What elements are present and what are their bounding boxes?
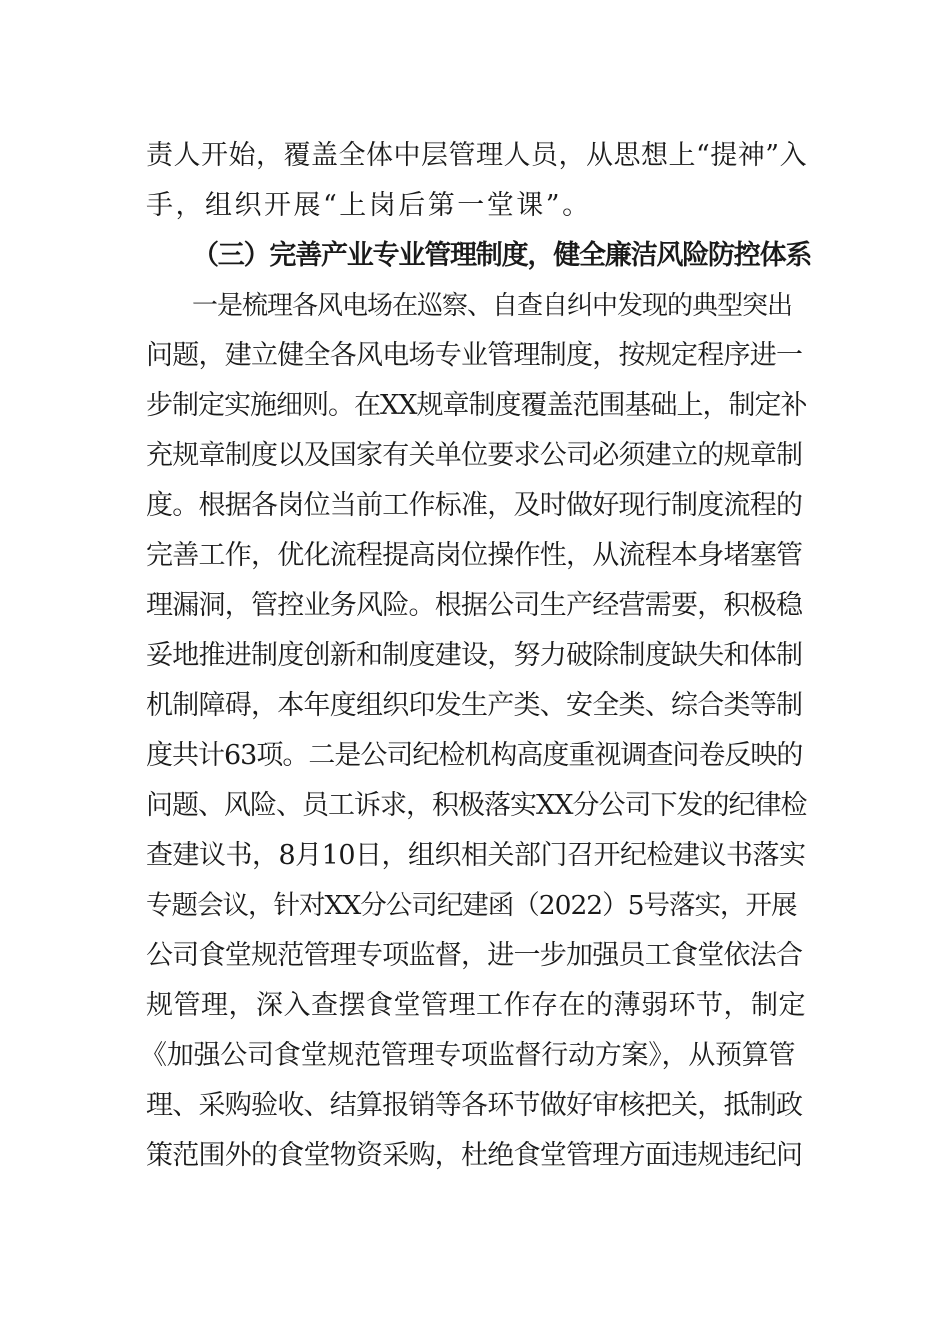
paragraph-line: 责人开始，覆盖全体中层管理人员，从思想上“提神”入 xyxy=(146,140,808,171)
paragraph-line: 妥地推进制度创新和制度建设，努力破除制度缺失和体制 xyxy=(146,640,803,671)
paragraph-line: 专题会议，针对XX分公司纪建函（2022）5号落实，开展 xyxy=(146,890,797,921)
paragraph-line: 规管理，深入查摆食堂管理工作存在的薄弱环节，制定 xyxy=(146,990,806,1021)
paragraph-line: 一是梳理各风电场在巡察、自查自纠中发现的典型突出 xyxy=(192,291,793,321)
paragraph-line: 问题，建立健全各风电场专业管理制度，按规定程序进一 xyxy=(146,340,803,371)
paragraph-line: 查建议书，8月10日，组织相关部门召开纪检建议书落实 xyxy=(146,840,806,871)
paragraph-line: 《加强公司食堂规范管理专项监督行动方案》，从预算管 xyxy=(140,1040,796,1071)
paragraph-line: 策范围外的食堂物资采购，杜绝食堂管理方面违规违纪问 xyxy=(146,1140,803,1171)
paragraph-line: 充规章制度以及国家有关单位要求公司必须建立的规章制 xyxy=(146,440,803,471)
paragraph-line: 度。根据各岗位当前工作标准，及时做好现行制度流程的 xyxy=(146,490,803,521)
paragraph-line: 公司食堂规范管理专项监督，进一步加强员工食堂依法合 xyxy=(146,940,803,971)
paragraph-line: 完善工作，优化流程提高岗位操作性，从流程本身堵塞管 xyxy=(146,540,803,571)
section-heading: （三）完善产业专业管理制度，健全廉洁风险防控体系 xyxy=(192,240,812,271)
paragraph-line: 理漏洞，管控业务风险。根据公司生产经营需要，积极稳 xyxy=(146,590,803,621)
paragraph-line: 机制障碍，本年度组织印发生产类、安全类、综合类等制 xyxy=(146,690,803,721)
paragraph-line: 步制定实施细则。在XX规章制度覆盖范围基础上，制定补 xyxy=(146,390,807,421)
paragraph-line: 手，组织开展“上岗后第一堂课”。 xyxy=(146,190,592,221)
paragraph-line: 理、采购验收、结算报销等各环节做好审核把关，抵制政 xyxy=(146,1090,803,1121)
paragraph-line: 问题、风险、员工诉求，积极落实XX分公司下发的纪律检 xyxy=(146,790,807,821)
paragraph-line: 度共计63项。二是公司纪检机构高度重视调查问卷反映的 xyxy=(146,740,803,771)
